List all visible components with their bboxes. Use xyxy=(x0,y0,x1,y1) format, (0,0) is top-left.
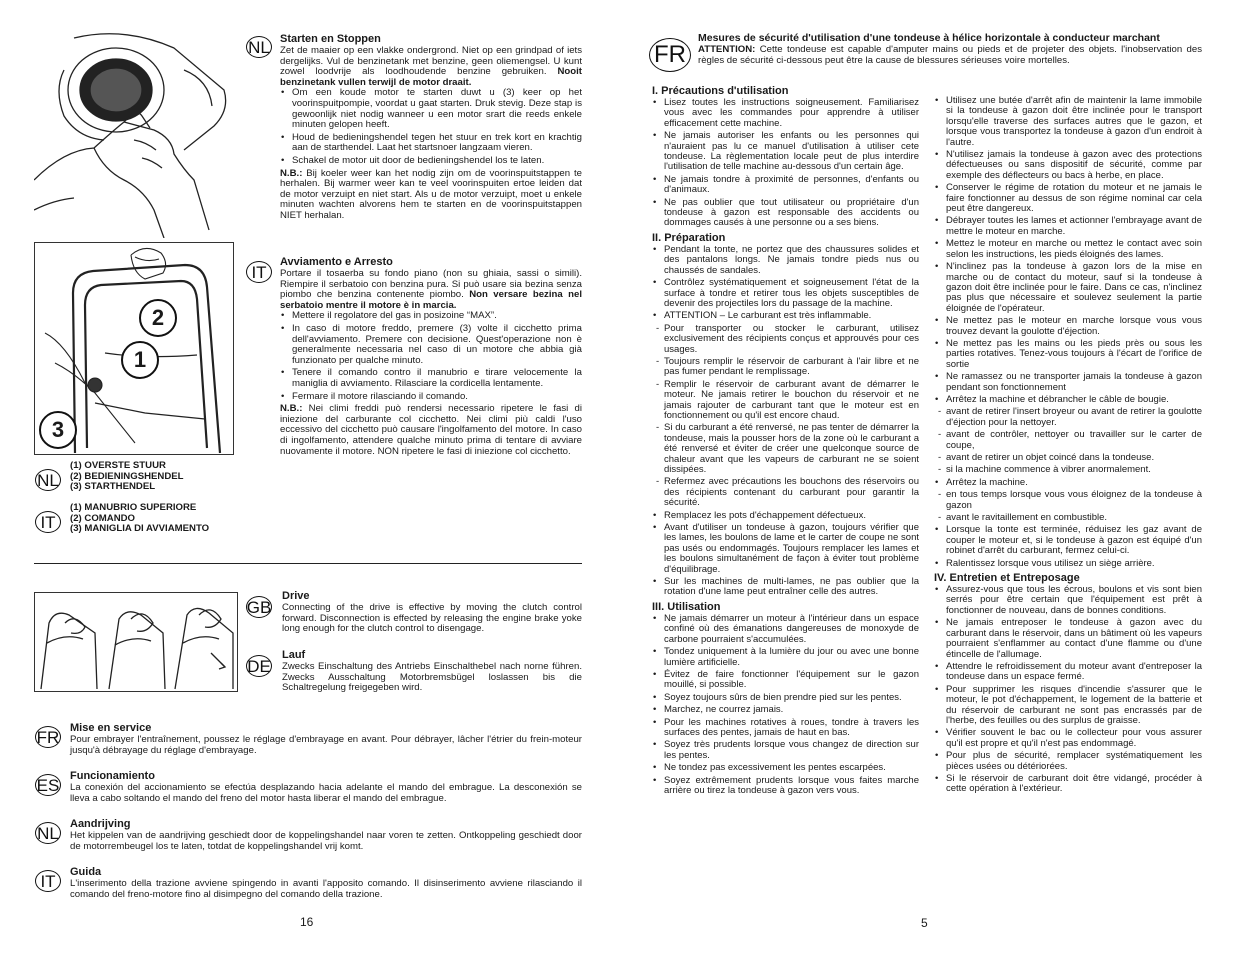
list-item: • Ne tondez pas excessivement les pentes escarpées. xyxy=(652,763,919,773)
stop-sublist-2 xyxy=(934,490,1202,523)
list-item: • Vérifier souvent le bac ou le collecteur pour vous assurer qu'il est propre et qu'il n'est pas endommagé. xyxy=(934,728,1202,749)
language-badge-de xyxy=(246,655,272,677)
list-item: • Om een koude motor te starten duwt u (3) keer op het voorinspuitpompie, voordat u gaat starten. Druk stevig. Deze stap is gewoonlijk niet nodig wanneer u een motor srart die reeds enkele minuten gelopen heeft. xyxy=(280,88,582,130)
precautions-list xyxy=(652,98,919,229)
list-item: • Arrêtez la machine. xyxy=(934,478,1202,488)
language-badge-es xyxy=(35,774,61,796)
list-item: • Avant d'utiliser un tondeuse à gazon, toujours vérifier que les lames, les boulons de lame et le carter de coupe ne sont pas usés ou endommagés. Toujours remplacer les lames et les boulons simultanément de façon à éviter tout problème d'équilibrage. xyxy=(652,523,919,575)
fuel-sublist xyxy=(652,324,919,509)
illustration-primer-press xyxy=(34,30,234,238)
section-it-guida xyxy=(70,866,582,900)
badge-label: FR xyxy=(36,727,60,747)
figure-callout-2 xyxy=(139,299,177,337)
preparation-list-2 xyxy=(652,511,919,598)
section-nl-aandrijving xyxy=(70,818,582,852)
sub-item: - Toujours remplir le réservoir de carburant à l'air libre et ne pas fumer pendant le remplissage. xyxy=(652,357,919,378)
sub-item: - Si du carburant a été renversé, ne pas tenter de démarrer la tondeuse, mais la pousser hors de la zone où le carburant a été renversé et éviter de créer une quelconque source de chaleur avant que les vapeurs de carburant ne se soient dissipées. xyxy=(652,423,919,475)
illustration-drive-control xyxy=(34,592,238,692)
instruction-list xyxy=(280,311,582,402)
figure-callout-1 xyxy=(121,341,159,379)
figure-caption-nl xyxy=(70,461,240,493)
warning-text: Non versare bezina nel serbatoio mentre il motore è in marcia. xyxy=(280,289,582,311)
list-item: • N'utilisez jamais la tondeuse à gazon avec des protections défectueuses ou sans dispositif de sécurité, comme par exemple des déflecteurs ou bacs à herbe, en place. xyxy=(934,150,1202,181)
list-item: • Conserver le régime de rotation du moteur et ne jamais le faire fonctionner au dessus de son régime nominal car cela peut être dangereux. xyxy=(934,183,1202,214)
usage-list-end xyxy=(934,525,1202,569)
list-item: • Soyez toujours sûrs de bien prendre pied sur les pentes. xyxy=(652,693,919,703)
usage-list xyxy=(652,614,919,797)
language-badge-it xyxy=(246,261,272,283)
sub-item: - avant de retirer l'insert broyeur ou avant de retirer la goulotte d'éjection pour la nettoyer. xyxy=(934,407,1202,428)
list-item: • Pour plus de sécurité, remplacer systématiquement les pièces usées ou détériorées. xyxy=(934,751,1202,772)
intro-text: Zet de maaier op een vlakke ondergrond. Niet op een grindpad of iets dergelijks. Vul de benzinetank met benzine, geen oliemengsel. U kunt zowel loodvrije als loodhoudende benzine gebruiken. xyxy=(280,45,582,78)
list-item: • Ne pas oublier que tout utilisateur ou propriétaire d'un tondeuse à gazon est responsable des accidents ou dommages causés à une personne ou a ses biens. xyxy=(652,198,919,229)
note-label: N.B.: xyxy=(280,403,303,415)
figure-caption-it xyxy=(70,503,245,535)
caption-line: (3) STARTHENDEL xyxy=(70,481,156,493)
list-item: • Ne jamais entreposer le tondeuse à gazon avec du carburant dans le réservoir, dans un bâtiment où les vapeurs pourraient s'enflammer au contact d'une flamme ou d'une étincelle de l'allumage. xyxy=(934,618,1202,660)
list-item: • Pendant la tonte, ne portez que des chaussures solides et des pantalons longs. Ne jamais tondre pieds nus ou chaussés de sandales. xyxy=(652,245,919,276)
hand-pressing-primer-drawing xyxy=(34,30,234,238)
section-intro xyxy=(280,269,582,311)
section-intro xyxy=(280,46,582,88)
note-text: Nei climi freddi può rendersi necessario ripetere le fasi di iniezione del carburante col cicchetto. Nei climi più caldi l'uso eccessivo del cicchetto può causare l'ingolfamento del motore. In caso di ingolfamento, attendere qualche minuto prima di tentare di avviare nuovamente il motore. NON ripetere le fasi di iniezione col cicchetto. xyxy=(280,403,582,457)
language-badge-it xyxy=(35,511,61,533)
section-text: La conexión del accionamiento se efectúa desplazando hacia adelante el mando del embrague. La desconexión se lleva a cabo soltando el mando del freno del motor hasta liberar el mando del embrague. xyxy=(70,782,582,804)
illustration-handle-controls xyxy=(34,242,234,455)
list-item: • Remplacez les pots d'échappement défectueux. xyxy=(652,511,919,521)
caption-line: (2) BEDIENINGSHENDEL xyxy=(70,470,184,482)
note-label: N.B.: xyxy=(280,167,303,179)
section-title: Aandrijving xyxy=(70,818,131,830)
list-item: • Ne jamais tondre à proximité de personnes, d'enfants ou d'animaux. xyxy=(652,175,919,196)
list-item: • Houd de bedieningshendel tegen het stuur en trek kort en krachtig aan de starthendel. Laat het startsnoer langzaam vieren. xyxy=(280,133,582,154)
section-text: Het kippelen van de aandrijving geschiedt door de koppelingshandel naar voren te zetten. Ontkoppeling geschiedt door de motorrembeugel los te laten, totdat de koppelingshandel vrij komt. xyxy=(70,830,582,852)
list-item: • Utilisez une butée d'arrêt afin de maintenir la lame immobile si la tondeuse à gazon doit être inclinée pour le transport lorsqu'elle traverse des surfaces autres que le gazon, et lorsque vous transportez la tondeuse à gazon d'un endroit à l'autre. xyxy=(934,96,1202,148)
intro-text: Portare il tosaerba su fondo piano (non su ghiaia, sassi o simili). Riempire il serbatoio con benzina pura. Si può usare sia bezina senza piombo che benzina contenente piombo. xyxy=(280,268,582,301)
note xyxy=(280,404,582,457)
list-item: • Arrêtez la machine et débrancher le câble de bougie. xyxy=(934,395,1202,405)
badge-label: ES xyxy=(36,775,60,795)
sub-item: - avant le ravitaillement en combustible. xyxy=(934,513,1202,523)
section-divider xyxy=(34,563,582,564)
caption-line: (3) MANIGLIA DI AVVIAMENTO xyxy=(70,523,210,535)
list-item: • Sur les machines de multi-lames, ne pas oublier que la rotation d'une lame peut entraîner celle des autres. xyxy=(652,577,919,598)
badge-label: GB xyxy=(246,597,272,617)
stop-sublist-1 xyxy=(934,407,1202,475)
section-text: Zwecks Einschaltung des Antriebs Einschalthebel nach norne führen. Zwecks Ausschaltung Motorbremsbügel loslassen bis die Schaltregelung freigegeben wird. xyxy=(282,661,582,694)
caption-line: (1) MANUBRIO SUPERIORE xyxy=(70,502,197,513)
section-title: III. Utilisation xyxy=(652,600,721,613)
sub-item: - en tous temps lorsque vous vous éloignez de la tondeuse à gazon xyxy=(934,490,1202,511)
list-item: • Ne mettez pas le moteur en marche lorsque vous vous trouvez devant la goulotte d'éjection. xyxy=(934,316,1202,337)
list-item: • Soyez très prudents lorsque vous changez de direction sur les pentes. xyxy=(652,740,919,761)
badge-label: IT xyxy=(40,512,56,532)
badge-label: FR xyxy=(654,41,686,68)
note xyxy=(280,169,582,222)
safety-column-2 xyxy=(934,96,1202,797)
section-title: Mise en service xyxy=(70,722,152,734)
callout-number: 2 xyxy=(151,305,165,330)
maintenance-list xyxy=(934,585,1202,795)
badge-label: NL xyxy=(37,470,59,490)
section-title: II. Préparation xyxy=(652,231,726,244)
callout-number: 3 xyxy=(51,417,65,442)
badge-label: IT xyxy=(251,262,267,282)
sub-item: - avant de retirer un objet coincé dans la tondeuse. xyxy=(934,453,1202,463)
attention-body: Cette tondeuse est capable d'amputer mains ou pieds et de projeter des objets. l'inobservation des règles de sécurité ci-dessous peut être la cause de blessures sérieuses voire mortelles. xyxy=(698,44,1202,66)
section-text: Connecting of the drive is effective by moving the clutch control forward. Disconnection is effected by releasing the engine brake yoke long enough for the clutch control to disengage. xyxy=(282,602,582,635)
list-item: • Marchez, ne courrez jamais. xyxy=(652,705,919,715)
warning-text: Nooit benzinetank vullen terwijl de motor draait. xyxy=(280,66,582,88)
section-title: Starten en Stoppen xyxy=(280,33,381,45)
safety-column-1 xyxy=(652,82,919,798)
sub-item: - avant de contrôler, nettoyer ou travailler sur le carter de coupe, xyxy=(934,430,1202,451)
list-item: • Tenere il comando contro il manubrio e tirare velocemente la maniglia di avviamento. Rilasciare la cordicella lentamente. xyxy=(280,368,582,389)
language-badge-fr xyxy=(35,726,61,748)
list-item: • N'inclinez pas la tondeuse à gazon lors de la mise en marche ou de contact du moteur, sauf si la tondeuse à gazon doit être inclinée pour le faire. Dans ce cas, n'inclinez pas plus que nécessaire et soulevez seulement la partie éloignée de l'opérateur. xyxy=(934,262,1202,314)
language-badge-fr xyxy=(649,38,691,72)
section-it-avviamento xyxy=(280,256,582,457)
section-title: Lauf xyxy=(282,649,306,661)
sub-item: - Remplir le réservoir de carburant avant de démarrer le moteur. Ne jamais retirer le bouchon du réservoir et ne jamais rajouter de carburant tant que le moteur est en fonctionnement ou qu'il est encore chaud. xyxy=(652,380,919,422)
section-text: Pour embrayer l'entraînement, poussez le réglage d'embrayage en avant. Pour débrayer, lâcher l'étrier du frein-moteur jusqu'à débrayage du réglage d'embrayage. xyxy=(70,734,582,756)
list-item: • Fermare il motore rilasciando il comando. xyxy=(280,392,582,403)
sub-item: - Refermez avec précautions les bouchons des réservoirs ou des récipients contenant du carburant pour garantir la sécurité. xyxy=(652,477,919,508)
list-item: • Mettez le moteur en marche ou mettez le contact avec soin selon les instructions, les pieds éloignés des lames. xyxy=(934,239,1202,260)
page-number-left: 16 xyxy=(300,915,314,929)
caption-line: (1) OVERSTE STUUR xyxy=(70,460,166,471)
list-item: • Mettere il regolatore del gas in posizoine “MAX”. xyxy=(280,311,582,322)
list-item: • Pour les machines rotatives à roues, tondre à travers les surfaces des pentes, jamais de haut en bas. xyxy=(652,718,919,739)
caption-line: (2) COMANDO xyxy=(70,512,136,524)
attention-text xyxy=(698,45,1202,66)
list-item: • Ralentissez lorsque vous utilisez un siège arrière. xyxy=(934,559,1202,569)
section-title: Funcionamiento xyxy=(70,770,155,782)
list-item: • Ne ramassez ou ne transporter jamais la tondeuse à gazon pendant son fonctionnement xyxy=(934,372,1202,393)
preparation-list xyxy=(652,245,919,322)
list-item: • Attendre le refroidissement du moteur avant d'entreposer la tondeuse dans un espace fermé. xyxy=(934,662,1202,683)
note-text: Bij koeler weer kan het nodig zijn om de voorinspuitstappen te herhalen. Bij warmer weer kan te veel voorinspuiten ertoe leiden dat de motor verzuipt en niet start. Als u de motor verzuipt, moet u enkele minuten wachten alvorens hem te starten en de voorinspuitstappen NIET herhalan. xyxy=(280,167,582,221)
list-item: • Assurez-vous que tous les écrous, boulons et vis sont bien serrés pour être certain que l'équipement est prêt à fonctionner de nouveau, dans de bonnes conditions. xyxy=(934,585,1202,616)
list-item: • In caso di motore freddo, premere (3) volte il cicchetto prima dell'avviamento. Premere con decisione. Quest'operazione non è generalmente necessaria nel caso di un motore che abbia già funzionato per qualche minuto. xyxy=(280,324,582,366)
figure-callout-3 xyxy=(39,411,77,449)
callout-number: 1 xyxy=(133,347,147,372)
sub-item: - Pour transporter ou stocker le carburant, utilisez exclusivement des récipients conçus et approuvés pour ces usages. xyxy=(652,324,919,355)
section-gb-drive xyxy=(282,590,582,635)
section-nl-starten xyxy=(280,33,582,222)
list-item: • Débrayer toutes les lames et actionner l'embrayage avant de mettre le moteur en marche. xyxy=(934,216,1202,237)
badge-label: DE xyxy=(247,656,271,676)
section-es-funcionamiento xyxy=(70,770,582,804)
safety-header xyxy=(698,32,1202,66)
section-fr-mise-en-service xyxy=(70,722,582,756)
language-badge-nl xyxy=(35,822,61,844)
list-item: • Évitez de faire fonctionner l'équipement sur le gazon mouillé, si possible. xyxy=(652,670,919,691)
badge-label: NL xyxy=(37,823,59,843)
attention-label: ATTENTION: xyxy=(698,44,756,55)
list-item: • Schakel de motor uit door de bedieningshendel los te laten. xyxy=(280,156,582,167)
list-item: • Ne jamais autoriser les enfants ou les personnes qui n'auraient pas lu ce manuel d'utilisation à utiliser cete tondeuse. La règlementation locale peut de plus interdire l'utilisation de telle machine au-dessous d'un certain âge. xyxy=(652,131,919,173)
section-title: Guida xyxy=(70,866,102,878)
list-item: • Si le réservoir de carburant doit être vidangé, procéder à cette opération à l'extérieur. xyxy=(934,774,1202,795)
section-title: I. Précautions d'utilisation xyxy=(652,85,789,97)
list-item: • Pour supprimer les risques d'incendie s'assurer que le moteur, le pot d'échappement, le logement de la batterie et du réservoir de carburant ne sont pas encrassés par de l'herbe, des feuilles ou des surplus de graisse. xyxy=(934,685,1202,727)
list-item: • Ne mettez pas les mains ou les pieds près ou sous les parties rotatives. Tenez-vous toujours à l'écart de l'orifice de sortie xyxy=(934,339,1202,370)
language-badge-gb xyxy=(246,596,272,618)
drive-control-drawing xyxy=(35,593,238,692)
list-item: • Soyez extrêmement prudents lorsque vous faites marche arrière ou tirez la tondeuse à gazon vers vous. xyxy=(652,776,919,797)
badge-label: NL xyxy=(248,37,270,57)
list-item: • Lorsque la tonte est terminée, réduisez les gaz avant de couper le moteur et, si le tondeuse à gazon est équipé d'un robinet d'arrêt du carburant, fermez celui-ci. xyxy=(934,525,1202,556)
section-text: L'inserimento della trazione avviene spingendo in avanti l'apposito comando. Il disinserimento avviene rilasciando il comando del freno-motore fino al disimpegno del comando della trazione. xyxy=(70,878,582,900)
page-title: Mesures de sécurité d'utilisation d'une tondeuse à hélice horizontale à conducteur marchant xyxy=(698,32,1160,44)
badge-label: IT xyxy=(40,871,56,891)
stop-item xyxy=(934,478,1202,488)
list-item: • Tondez uniquement à la lumière du jour ou avec une bonne lumière artificielle. xyxy=(652,647,919,668)
language-badge-it xyxy=(35,870,61,892)
list-item: • Ne jamais démarrer un moteur à l'intérieur dans un espace confiné où des émanations dangereuses de monoxyde de carbone pourraient s'accumulées. xyxy=(652,614,919,645)
instruction-list xyxy=(280,88,582,166)
list-item: • Contrôlez systématiquement et soigneusement l'état de la surface à tondre et retirer tous les objets susceptibles de devenir des projectiles lors du passage de la machine. xyxy=(652,278,919,309)
section-de-lauf xyxy=(282,649,582,694)
section-title: Drive xyxy=(282,590,310,602)
language-badge-nl xyxy=(35,469,61,491)
list-item: • ATTENTION – Le carburant est très inflammable. xyxy=(652,311,919,321)
section-title: IV. Entretien et Entreposage xyxy=(934,572,1080,585)
section-title: Avviamento e Arresto xyxy=(280,256,393,268)
language-badge-nl xyxy=(246,36,272,58)
usage-list-continued xyxy=(934,96,1202,405)
list-item: • Lisez toutes les instructions soigneusement. Familiarisez vous avec les commandes pour apprendre à utiliser efficacement cette machine. xyxy=(652,98,919,129)
page-number-right: 5 xyxy=(921,916,928,930)
sub-item: - si la machine commence à vibrer anormalement. xyxy=(934,465,1202,475)
